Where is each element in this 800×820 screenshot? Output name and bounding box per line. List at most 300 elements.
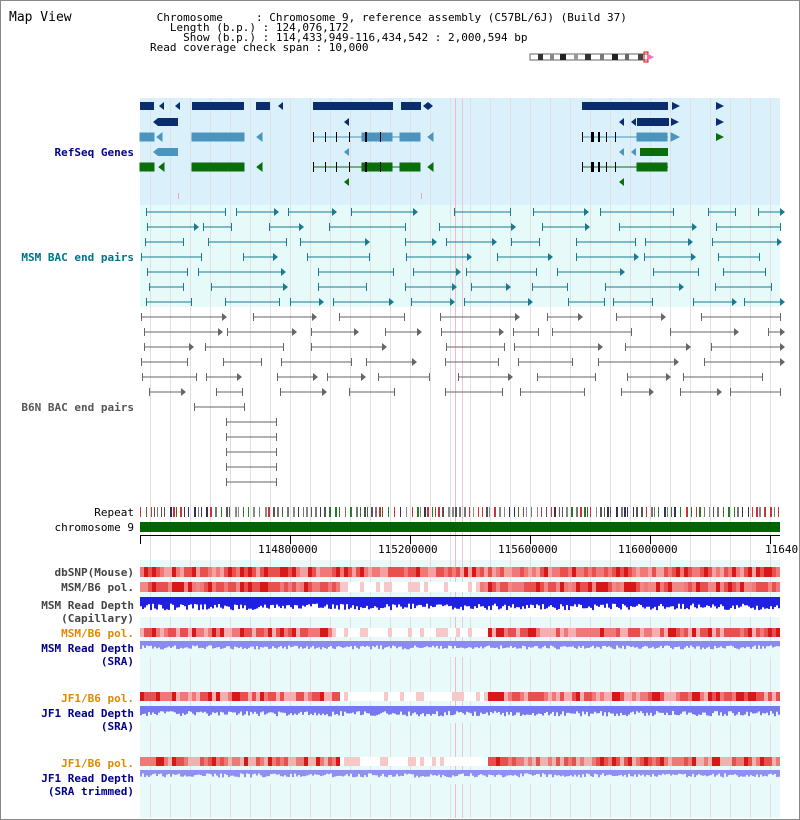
depth-bar [288,641,290,646]
heat-cell [332,567,336,577]
heat-cell [632,582,636,592]
depth-bar [414,597,416,608]
depth-bar [654,706,656,715]
depth-bar [350,706,352,713]
depth-bar [488,597,490,606]
depth-bar [540,706,542,714]
depth-bar [576,706,578,711]
depth-bar [260,597,262,606]
jf1-b6-pol-label[interactable]: JF1/B6 pol. [61,692,134,705]
depth-bar [418,770,420,777]
depth-bar [350,597,352,608]
depth-bar [422,641,424,648]
heat-cell [560,692,564,701]
heat-cell [256,692,260,701]
heat-cell [288,582,292,592]
depth-bar [362,706,364,715]
depth-bar [760,770,762,775]
depth-bar [186,641,188,647]
depth-bar [406,641,408,649]
heat-cell [160,567,164,577]
heat-cell [712,692,716,701]
heat-cell [464,567,468,577]
depth-bar [606,641,608,647]
depth-bar [440,706,442,716]
heat-cell [284,567,288,577]
heat-cell [168,567,172,577]
heat-cell [252,628,256,637]
heat-cell [752,628,756,637]
heat-cell [532,628,536,637]
depth-bar [580,597,582,605]
depth-bar [654,597,656,607]
depth-bar [634,706,636,714]
depth-bar [182,770,184,777]
heat-cell [676,757,680,766]
depth-bar [770,641,772,645]
depth-bar [210,597,212,607]
depth-bar [448,770,450,777]
depth-bar [202,770,204,776]
depth-bar [280,641,282,646]
heat-cell [208,582,212,592]
heat-cell [160,757,164,766]
heat-cell [276,582,280,592]
heat-cell [392,582,396,592]
depth-bar [194,770,196,775]
depth-bar [294,641,296,646]
heat-cell [280,692,284,701]
depth-bar [340,770,342,776]
depth-bar [350,641,352,646]
heat-cell [516,582,520,592]
heat-cell [756,582,760,592]
heat-cell [768,692,772,701]
heat-cell [588,582,592,592]
depth-bar [342,770,344,776]
heat-cell [248,567,252,577]
depth-bar [716,597,718,608]
heat-cell [416,567,420,577]
depth-bar [342,641,344,648]
depth-bar [156,641,158,648]
depth-bar [282,641,284,648]
heat-cell [368,567,372,577]
heat-cell [192,757,196,766]
depth-bar [272,770,274,774]
heat-cell [752,567,756,577]
heat-cell [308,757,312,766]
depth-bar [692,706,694,714]
depth-bar [322,770,324,776]
depth-bar [194,597,196,604]
heat-cell [140,692,144,701]
dbsnp-label[interactable]: dbSNP(Mouse) [54,566,134,579]
heat-cell [648,757,652,766]
depth-bar [166,641,168,647]
heat-cell [320,628,324,637]
heat-cell [244,582,248,592]
depth-bar [278,706,280,712]
heat-cell [480,628,484,637]
depth-bar [150,770,152,775]
depth-bar [424,641,426,647]
depth-bar [368,770,370,773]
depth-bar [262,706,264,711]
depth-bar [144,706,146,714]
heat-cell [372,757,376,766]
msm-depth-capillary-sublabel: (Capillary) [61,612,134,625]
depth-bar [416,641,418,647]
depth-bar [202,597,204,609]
heat-cell [616,692,620,701]
heat-cell [192,567,196,577]
depth-bar [210,770,212,774]
depth-bar [650,597,652,610]
heat-cell [760,692,764,701]
heat-cell [724,582,728,592]
length-info: Length (b.p.) : 124,076,172 [150,21,349,34]
heat-cell [236,582,240,592]
heat-cell [472,628,476,637]
heat-cell [444,692,448,701]
depth-bar [722,706,724,716]
b6n-bac-label[interactable]: B6N BAC end pairs [21,401,134,414]
depth-bar [460,641,462,648]
depth-bar [452,597,454,609]
heat-cell [732,628,736,637]
depth-bar [726,597,728,610]
heat-cell [264,628,268,637]
depth-bar [294,597,296,605]
depth-bar [596,597,598,606]
depth-bar [326,597,328,605]
depth-bar [536,770,538,774]
depth-bar [600,641,602,649]
depth-bar [300,597,302,609]
depth-bar [490,597,492,610]
heat-cell [528,628,532,637]
depth-bar [628,770,630,774]
heat-cell [740,628,744,637]
depth-bar [548,597,550,607]
depth-bar [768,597,770,609]
depth-bar [388,706,390,715]
depth-bar [714,641,716,646]
depth-bar [454,597,456,608]
depth-bar [616,706,618,714]
depth-bar [706,706,708,715]
heat-cell [164,757,168,766]
depth-bar [650,706,652,713]
depth-bar [676,706,678,715]
depth-bar [294,706,296,714]
heat-cell [156,757,160,766]
depth-bar [690,706,692,713]
depth-bar [312,706,314,715]
depth-bar [724,706,726,714]
depth-bar [258,597,260,607]
depth-bar [440,641,442,646]
depth-bar [310,770,312,774]
depth-bar [556,706,558,712]
depth-bar [492,641,494,648]
depth-bar [726,770,728,777]
depth-bar [164,597,166,610]
depth-bar [156,770,158,776]
depth-bar [688,770,690,776]
depth-bar [718,597,720,607]
heat-cell [484,582,488,592]
heat-cell [576,628,580,637]
heat-cell [200,567,204,577]
depth-bar [418,641,420,648]
heat-cell [336,582,340,592]
depth-bar [670,706,672,715]
depth-bar [200,706,202,712]
heat-cell [176,628,180,637]
depth-bar [222,641,224,648]
heat-cell [320,582,324,592]
heat-cell [284,582,288,592]
heat-cell [608,692,612,701]
depth-bar [220,597,222,608]
depth-bar [404,641,406,648]
depth-bar [270,597,272,605]
heat-cell [248,692,252,701]
heat-cell [224,757,228,766]
heat-cell [572,692,576,701]
heat-cell [272,757,276,766]
heat-cell [596,692,600,701]
heat-cell [260,628,264,637]
depth-bar [774,641,776,647]
depth-bar [582,597,584,608]
depth-bar [592,641,594,646]
heat-cell [528,757,532,766]
depth-bar [710,641,712,649]
depth-bar [298,641,300,648]
depth-bar [264,641,266,647]
jf1-b6-pol-trim-label[interactable]: JF1/B6 pol. [61,757,134,770]
depth-bar [278,597,280,606]
depth-bar [412,641,414,648]
read-coverage-info: Read coverage check span : 10,000 [150,41,369,54]
heat-cell [240,582,244,592]
depth-bar [636,770,638,777]
heat-cell [516,628,520,637]
depth-bar [444,641,446,648]
heat-cell [692,628,696,637]
heat-cell [320,757,324,766]
depth-bar [178,706,180,714]
depth-bar [682,706,684,712]
depth-bar [358,770,360,774]
depth-bar [276,597,278,605]
depth-bar [712,770,714,774]
heat-cell [508,567,512,577]
depth-bar [668,770,670,774]
depth-bar [588,641,590,648]
heat-cell [620,628,624,637]
heat-cell [660,628,664,637]
heat-cell [380,757,384,766]
heat-cell [512,582,516,592]
depth-bar [754,770,756,777]
depth-bar [184,597,186,606]
depth-bar [488,706,490,715]
depth-bar [162,597,164,609]
heat-cell [464,757,468,766]
depth-bar [446,770,448,777]
heat-cell [532,567,536,577]
heat-cell [648,692,652,701]
jf1-depth-sra-label[interactable]: JF1 Read Depth [41,707,134,720]
heat-cell [356,628,360,637]
depth-bar [684,706,686,711]
heat-cell [212,692,216,701]
depth-bar [766,641,768,646]
heat-cell [612,567,616,577]
depth-bar [140,770,142,777]
depth-bar [548,641,550,648]
depth-bar [658,641,660,647]
depth-bar [746,641,748,647]
jf1-depth-trim-label[interactable]: JF1 Read Depth [41,772,134,785]
heat-cell [500,692,504,701]
depth-bar [754,597,756,610]
depth-bar [416,706,418,714]
depth-bar [386,641,388,647]
depth-bar [220,770,222,774]
depth-bar [724,770,726,773]
depth-bar [202,641,204,648]
depth-bar [540,641,542,649]
heat-cell [412,757,416,766]
depth-bar [478,597,480,604]
depth-bar [662,597,664,606]
msm-depth-sra-label[interactable]: MSM Read Depth [41,642,134,655]
heat-cell [672,582,676,592]
depth-bar [768,770,770,774]
depth-bar [368,641,370,647]
heat-cell [568,692,572,701]
depth-bar [362,770,364,777]
depth-bar [556,597,558,610]
heat-cell [392,757,396,766]
heat-cell [620,567,624,577]
depth-bar [762,770,764,776]
heat-cell [468,582,472,592]
heat-cell [684,582,688,592]
depth-bar [532,641,534,647]
msm-b6-pol-sra-label[interactable]: MSM/B6 pol. [61,627,134,640]
depth-bar [496,770,498,775]
depth-bar [518,597,520,607]
depth-bar [592,770,594,777]
heat-cell [600,628,604,637]
heat-cell [292,757,296,766]
depth-bar [458,770,460,774]
depth-bar [492,770,494,775]
heat-cell [192,628,196,637]
depth-bar [600,706,602,711]
depth-bar [540,597,542,609]
depth-bar [776,770,778,777]
depth-bar [460,770,462,774]
depth-bar [176,706,178,714]
heat-cell [188,692,192,701]
heat-cell [444,757,448,766]
depth-bar [648,597,650,607]
heat-cell [764,628,768,637]
depth-bar [208,770,210,774]
depth-bar [500,641,502,645]
heat-cell [264,692,268,701]
depth-bar [210,641,212,645]
depth-bar [508,770,510,775]
heat-cell [392,692,396,701]
depth-bar [396,597,398,607]
heat-cell [168,692,172,701]
depth-bar [426,770,428,777]
depth-bar [614,597,616,604]
depth-bar [366,597,368,606]
msm-depth-capillary-label[interactable]: MSM Read Depth [41,599,134,612]
heat-cell [472,757,476,766]
depth-bar [452,770,454,775]
depth-bar [276,770,278,775]
depth-bar [776,706,778,712]
depth-bar [682,597,684,604]
heat-cell [264,567,268,577]
depth-bar [316,597,318,604]
heat-cell [548,692,552,701]
heat-cell [328,692,332,701]
depth-bar [498,641,500,649]
depth-bar [370,706,372,716]
msm-b6-pol-label[interactable]: MSM/B6 pol. [61,581,134,594]
heat-cell [456,757,460,766]
depth-bar [142,770,144,774]
depth-bar [708,641,710,647]
heat-cell [660,582,664,592]
heat-cell [356,692,360,701]
depth-bar [274,597,276,608]
depth-bar [600,770,602,775]
depth-bar [534,706,536,716]
depth-bar [440,770,442,777]
depth-bar [302,641,304,649]
heat-cell [592,692,596,701]
depth-bar [546,641,548,648]
depth-bar [172,706,174,712]
depth-bar [360,706,362,715]
depth-bar [658,770,660,775]
msm-bac-label[interactable]: MSM BAC end pairs [21,251,134,264]
app-title: Map View [9,10,72,25]
heat-cell [544,692,548,701]
heat-cell [344,582,348,592]
depth-bar [336,641,338,647]
refseq-label[interactable]: RefSeq Genes [54,146,134,159]
depth-bar [550,597,552,605]
depth-bar [640,597,642,605]
depth-bar [644,770,646,777]
heat-cell [276,692,280,701]
depth-bar [180,641,182,648]
heat-cell [216,757,220,766]
